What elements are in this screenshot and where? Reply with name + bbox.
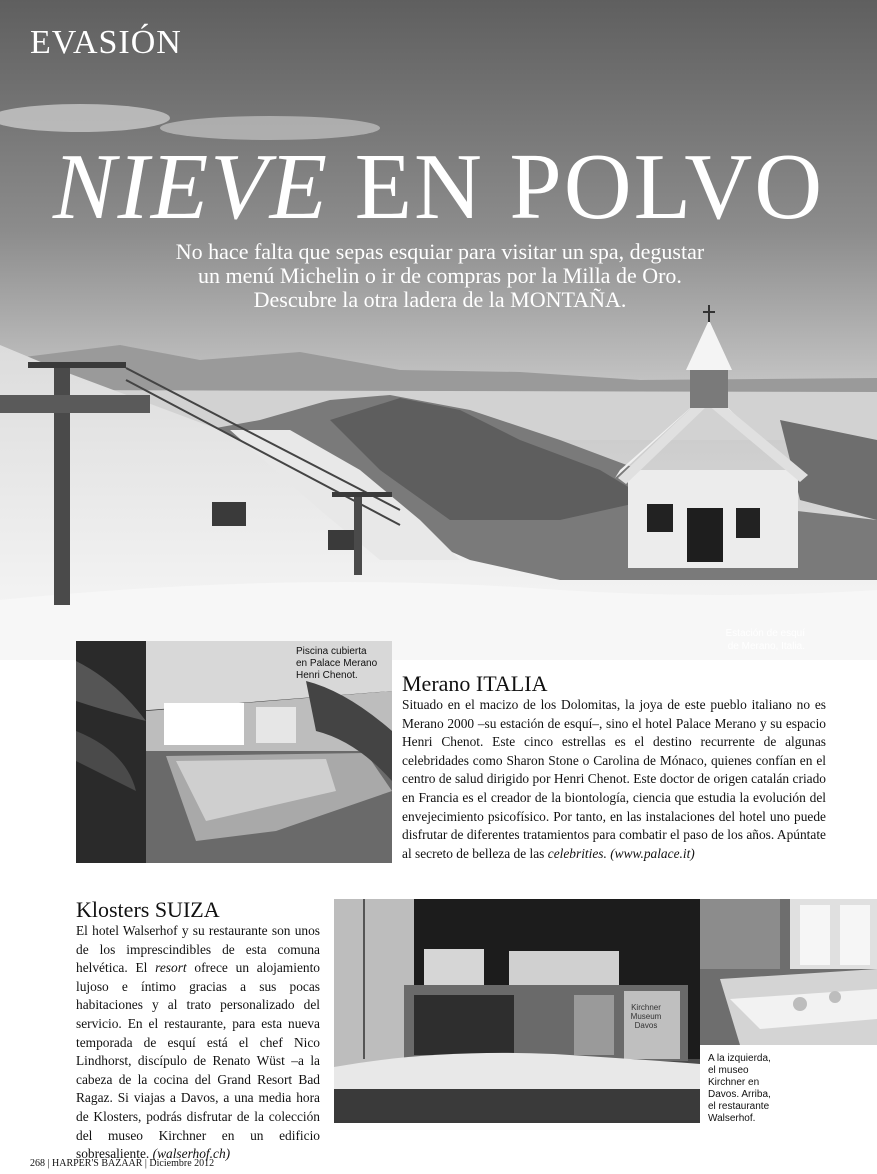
caption-line: el restaurante: [708, 1101, 770, 1112]
museum-sign: Kirchner Museum Davos: [630, 1003, 662, 1030]
lead-line: No hace falta que sepas esquiar para visitar un spa, degustar: [175, 239, 705, 264]
caption-line: Estación de esquí: [725, 628, 805, 639]
caption-line: Piscina cubierta: [296, 646, 367, 657]
merano-body: [402, 696, 826, 863]
lead-paragraph: [150, 240, 730, 312]
merano-heading: Merano ITALIA: [402, 671, 548, 696]
museum-caption: [708, 1053, 771, 1125]
hero-caption: [726, 627, 806, 653]
merano-body-italic: celebrities. (www.palace.it): [547, 845, 695, 861]
klosters-article: [76, 898, 320, 1164]
section-label: EVASIÓN: [30, 24, 182, 61]
merano-article: [402, 672, 826, 863]
caption-line: Davos. Arriba,: [708, 1089, 771, 1100]
caption-line: Kirchner en: [708, 1077, 760, 1088]
museum-photo: [334, 899, 700, 1123]
klosters-body-italic-1: resort: [155, 960, 187, 976]
caption-line: en Palace Merano: [296, 658, 378, 669]
pool-caption: [296, 646, 377, 682]
caption-line: Henri Chenot.: [296, 670, 358, 681]
page-footer: 268 | HARPER'S BAZAAR | Diciembre 2012: [30, 1158, 215, 1169]
restaurant-interior-image: [700, 899, 877, 1045]
page-title: [0, 135, 877, 239]
klosters-body: [76, 922, 320, 1164]
klosters-body-1: El hotel Walserhof y su restaurante son unos de los imprescindibles de esta comuna helvética. El: [76, 923, 320, 976]
caption-line: de Merano, Italia.: [727, 641, 805, 652]
lead-line: un menú Michelin o ir de compras por la Milla de Oro.: [198, 263, 682, 288]
lead-line: Descubre la otra ladera de la MONTAÑA.: [253, 287, 627, 312]
merano-body-main: Situado en el macizo de los Dolomitas, la joya de este pueblo italiano no es Merano 2000 –su estación de esquí–, sino el hotel Palace Merano y su espacio Henri Chenot. Este cinco estrellas es el destino recurrente de algunas celebridades como Sharon Stone o Carolina de Mónaco, quienes confían en el centro de salud dirigido por Henri Chenot. Este doctor de origen catalán criado en Francia es el creador de la biontología, ciencia que estudia la evolución del envejecimiento psicofísico. Por tanto, en las instalaciones del hotel uno puede disfrutar de diferentes tratamientos para combatir el paso de los años. Apúntate al secreto de belleza de las: [402, 697, 826, 861]
title-italic: NIEVE: [52, 135, 330, 239]
caption-line: Walserhof.: [708, 1113, 756, 1124]
restaurant-photo: [700, 899, 877, 1045]
klosters-body-2: ofrece un alojamiento lujoso e íntimo gracias a sus pocas habitaciones y al trato personalizado del servicio. En el restaurante, para esta nueva temporada de esquí está el chef Nico Lindhorst, discípulo de Renato Wüst –a la cabeza de la cocina del Grand Resort Bad Ragaz. Si viajas a Davos, a una media hora de Klosters, podrás disfrutar de la colección del museo Kirchner en un edificio sobresaliente.: [76, 960, 320, 1162]
title-rest: EN POLVO: [354, 135, 825, 239]
klosters-body-italic-2: (walserhof.ch): [152, 1146, 231, 1162]
klosters-heading: Klosters SUIZA: [76, 897, 220, 922]
caption-line: A la izquierda,: [708, 1053, 771, 1064]
caption-line: el museo: [708, 1065, 749, 1076]
